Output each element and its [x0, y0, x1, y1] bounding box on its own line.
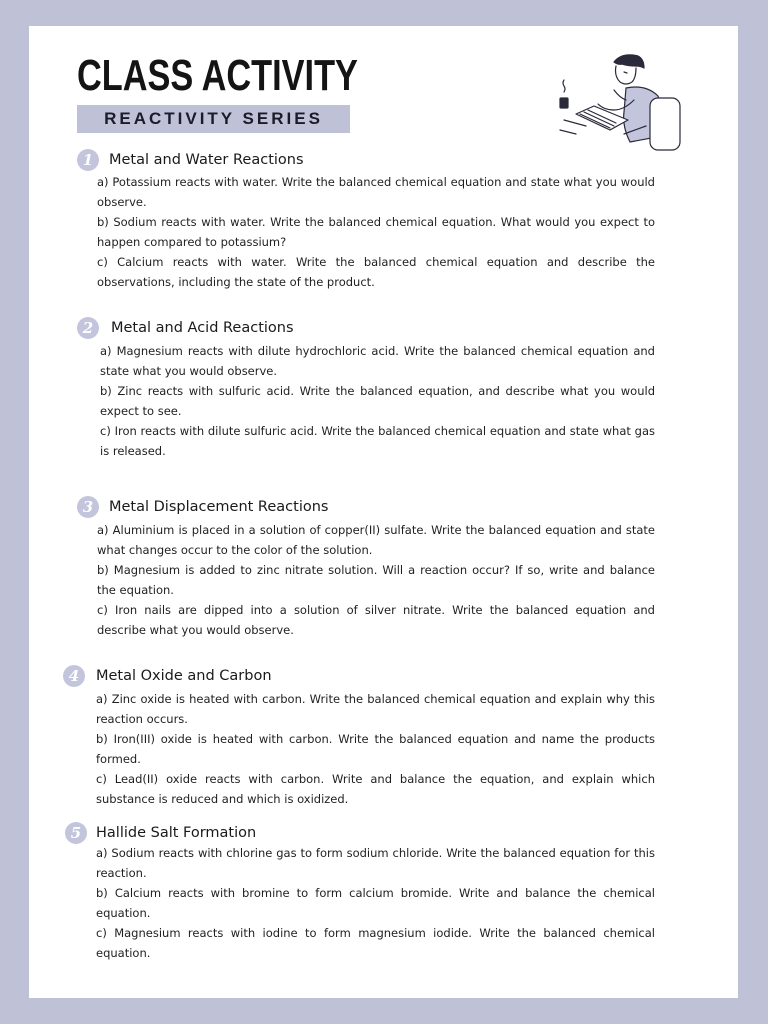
question-list [97, 172, 655, 292]
question-item: b) Calcium reacts with bromine to form calcium bromide. Write and balance the chemical equation. [96, 886, 655, 920]
question-list [96, 689, 655, 809]
question-list [97, 520, 655, 640]
page-subtitle: REACTIVITY SERIES [104, 109, 323, 128]
question-list [96, 843, 655, 963]
question-list [100, 341, 655, 461]
subtitle-band [77, 105, 350, 133]
section-title: Metal Oxide and Carbon [96, 668, 272, 684]
section-number-badge: 4 [63, 665, 85, 687]
question-item: b) Sodium reacts with water. Write the balanced chemical equation. What would you expect to happen compared to potassium? [97, 215, 655, 249]
question-item: a) Magnesium reacts with dilute hydrochloric acid. Write the balanced chemical equation and state what you would observe. [100, 344, 655, 378]
section-title: Metal and Acid Reactions [111, 320, 294, 336]
worksheet-page [29, 26, 738, 998]
section-number-badge: 2 [77, 317, 99, 339]
section-title: Hallide Salt Formation [96, 825, 257, 841]
question-item: c) Iron nails are dipped into a solution of silver nitrate. Write the balanced equation and describe what you would observe. [97, 603, 655, 637]
question-item: c) Iron reacts with dilute sulfuric acid. Write the balanced chemical equation and state what gas is released. [100, 424, 655, 458]
section-title: Metal Displacement Reactions [109, 499, 329, 515]
question-item: a) Aluminium is placed in a solution of copper(II) sulfate. Write the balanced equation and state what changes occur to the color of the solution. [97, 523, 655, 557]
question-item: c) Magnesium reacts with iodine to form magnesium iodide. Write the balanced chemical equation. [96, 926, 655, 960]
question-item: c) Lead(II) oxide reacts with carbon. Write and balance the equation, and explain which substance is reduced and which is oxidized. [96, 772, 655, 806]
student-studying-illustration [554, 48, 694, 158]
section-number-badge: 3 [77, 496, 99, 518]
question-item: a) Zinc oxide is heated with carbon. Write the balanced chemical equation and explain why this reaction occurs. [96, 692, 655, 726]
section-number-badge: 5 [65, 822, 87, 844]
question-item: b) Iron(III) oxide is heated with carbon. Write the balanced equation and name the products formed. [96, 732, 655, 766]
question-item: c) Calcium reacts with water. Write the balanced chemical equation and describe the observations, including the state of the product. [97, 255, 655, 289]
question-item: b) Magnesium is added to zinc nitrate solution. Will a reaction occur? If so, write and balance the equation. [97, 563, 655, 597]
question-item: a) Potassium reacts with water. Write the balanced chemical equation and state what you would observe. [97, 175, 655, 209]
section-title: Metal and Water Reactions [109, 152, 304, 168]
question-item: b) Zinc reacts with sulfuric acid. Write the balanced equation, and describe what you would expect to see. [100, 384, 655, 418]
page-title: CLASS ACTIVITY [77, 51, 358, 100]
section-number-badge: 1 [77, 149, 99, 171]
question-item: a) Sodium reacts with chlorine gas to form sodium chloride. Write the balanced equation for this reaction. [96, 846, 655, 880]
